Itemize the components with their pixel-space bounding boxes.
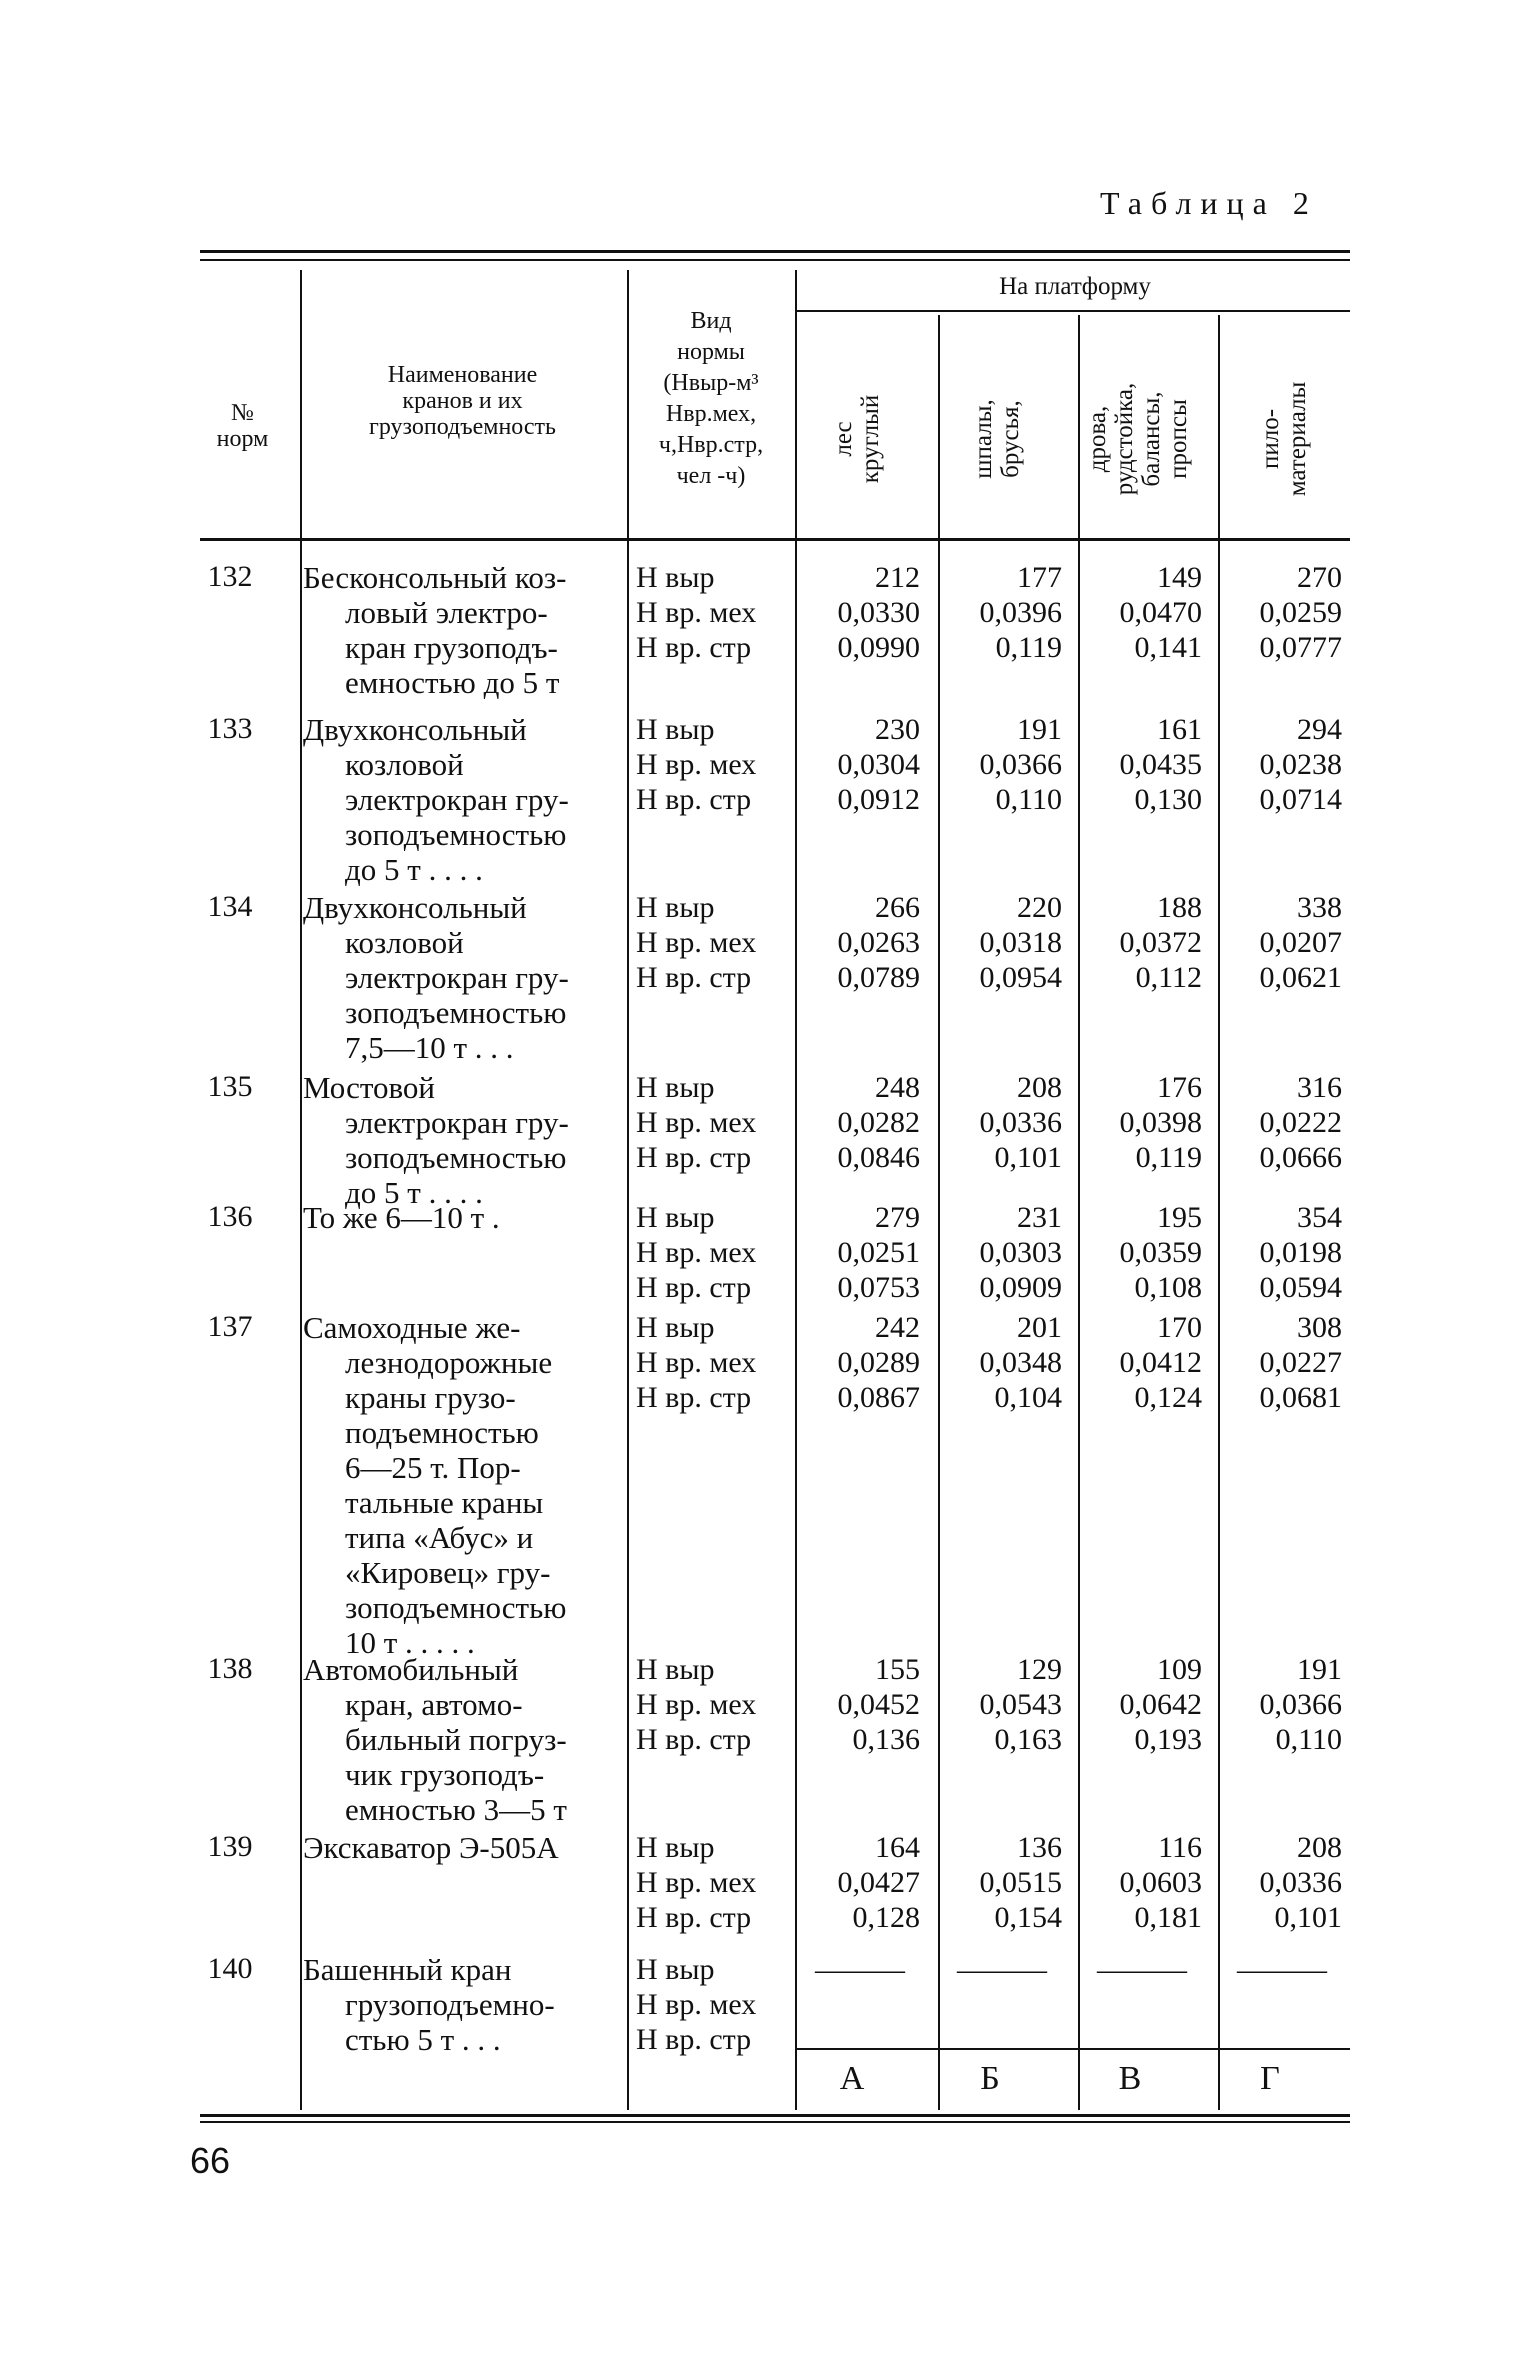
row-name-line: ловый электро- bbox=[345, 595, 548, 630]
top-rule-2 bbox=[200, 259, 1350, 261]
value: 0,0912 bbox=[837, 783, 920, 816]
norm-kind-label: Н выр bbox=[636, 891, 715, 924]
norm-kind-label: Н вр. стр bbox=[636, 631, 752, 664]
value: — bbox=[1297, 1953, 1327, 1986]
row-number: 139 bbox=[207, 1830, 253, 1863]
row-name-line: емностью до 5 т bbox=[345, 665, 560, 700]
norm-kind-label: Н вр. мех bbox=[636, 1106, 757, 1139]
value: 195 bbox=[1157, 1201, 1202, 1234]
row-norm-kinds bbox=[636, 1310, 756, 1415]
row-norm-kinds bbox=[636, 1830, 756, 1935]
row-value-cell bbox=[942, 560, 1062, 665]
row-value-cell bbox=[1222, 1830, 1342, 1935]
norm-kind-label: Н вр. стр bbox=[636, 1723, 752, 1756]
row-number: 132 bbox=[207, 560, 253, 593]
page-number: 66 bbox=[190, 2140, 231, 2181]
value: 0,0372 bbox=[1119, 926, 1202, 959]
value: — bbox=[1267, 1953, 1297, 1986]
value: 0,0452 bbox=[837, 1688, 920, 1721]
value: 0,119 bbox=[1135, 1141, 1202, 1174]
row-name bbox=[303, 890, 625, 1065]
row-name-line: чик грузоподъ- bbox=[345, 1757, 545, 1792]
row-name-line: бильный погруз- bbox=[345, 1722, 567, 1757]
row-name-line: 6—25 т. Пор- bbox=[345, 1450, 521, 1485]
value: — bbox=[875, 1953, 905, 1986]
value: 170 bbox=[1157, 1311, 1202, 1344]
value: 294 bbox=[1297, 713, 1342, 746]
row-name-line: Бесконсольный коз- bbox=[303, 560, 567, 595]
row-name-line: 10 т . . . . . bbox=[345, 1625, 475, 1660]
value: 0,124 bbox=[1134, 1381, 1202, 1414]
value: — bbox=[1157, 1953, 1187, 1986]
value: 191 bbox=[1017, 713, 1062, 746]
value: 0,101 bbox=[1274, 1901, 1342, 1934]
header-col-b: шпалы, брусья, bbox=[970, 399, 1024, 479]
value: 0,0348 bbox=[979, 1346, 1062, 1379]
value: 0,0259 bbox=[1259, 596, 1342, 629]
row-name-line: типа «Абус» и bbox=[345, 1520, 534, 1555]
row-number: 134 bbox=[207, 890, 253, 923]
row-name-line: до 5 т . . . . bbox=[345, 1175, 483, 1210]
norm-kind-label: Н выр bbox=[636, 713, 715, 746]
value: 0,193 bbox=[1134, 1723, 1202, 1756]
row-value-cell bbox=[1222, 1652, 1342, 1757]
header-col-v: дрова, рудстойка, балансы, пропсы bbox=[1084, 382, 1192, 496]
row-name-line: Двухконсольный bbox=[303, 712, 527, 747]
value: 149 bbox=[1157, 561, 1202, 594]
norm-kind-label: Н выр bbox=[636, 1831, 715, 1864]
row-value-cell bbox=[1222, 1200, 1342, 1305]
value: 0,0846 bbox=[837, 1141, 920, 1174]
value: 0,0263 bbox=[837, 926, 920, 959]
row-value-cell bbox=[1082, 712, 1202, 817]
value: 0,101 bbox=[994, 1141, 1062, 1174]
row-value-cell bbox=[800, 560, 920, 665]
row-name-line: Экскаватор Э-505А bbox=[303, 1830, 559, 1865]
value: 0,108 bbox=[1134, 1271, 1202, 1304]
value: 0,0954 bbox=[979, 961, 1062, 994]
value: 0,0396 bbox=[979, 596, 1062, 629]
value: 0,0666 bbox=[1259, 1141, 1342, 1174]
value: — bbox=[1097, 1953, 1127, 1986]
value: 0,104 bbox=[994, 1381, 1062, 1414]
divider-col-a bbox=[938, 315, 940, 2110]
norm-kind-label: Н выр bbox=[636, 1071, 715, 1104]
value: 0,0282 bbox=[837, 1106, 920, 1139]
row-norm-kinds bbox=[636, 712, 756, 817]
row-value-cell bbox=[942, 890, 1062, 995]
norm-kind-label: Н вр. мех bbox=[636, 1688, 757, 1721]
value: 0,0714 bbox=[1259, 783, 1342, 816]
letters-rule bbox=[796, 2048, 1350, 2050]
value: 0,0330 bbox=[837, 596, 920, 629]
row-name bbox=[303, 1200, 625, 1235]
value: 0,0303 bbox=[979, 1236, 1062, 1269]
norm-kind-label: Н вр. стр bbox=[636, 1901, 752, 1934]
row-name-line: краны грузо- bbox=[345, 1380, 516, 1415]
row-name-line: Мостовой bbox=[303, 1070, 435, 1105]
value: 0,0990 bbox=[837, 631, 920, 664]
row-name-line: зоподъемностью bbox=[345, 1140, 567, 1175]
footer-letter-v: В bbox=[1118, 2060, 1142, 2097]
value: 0,0318 bbox=[979, 926, 1062, 959]
table-caption: Таблица 2 bbox=[1100, 185, 1318, 221]
value: 116 bbox=[1158, 1831, 1202, 1864]
divider-kind bbox=[795, 270, 797, 2110]
value: 0,0412 bbox=[1119, 1346, 1202, 1379]
row-name-line: электрокран гру- bbox=[345, 1105, 569, 1140]
row-value-cell bbox=[1222, 1310, 1342, 1415]
value: 0,0515 bbox=[979, 1866, 1062, 1899]
divider-col-v bbox=[1218, 315, 1220, 2110]
row-value-cell bbox=[800, 1070, 920, 1175]
row-name-line: зоподъемностью bbox=[345, 995, 567, 1030]
row-name-line: емностью 3—5 т bbox=[345, 1792, 567, 1827]
header-col-a: лес круглый bbox=[830, 394, 884, 484]
value: 0,110 bbox=[995, 783, 1062, 816]
row-norm-kinds bbox=[636, 560, 756, 665]
norm-kind-label: Н вр. стр bbox=[636, 1271, 752, 1304]
value: 0,130 bbox=[1134, 783, 1202, 816]
value: 0,0366 bbox=[1259, 1688, 1342, 1721]
value: 0,0867 bbox=[837, 1381, 920, 1414]
footer-letter-g: Г bbox=[1260, 2060, 1280, 2097]
value: 0,0777 bbox=[1259, 631, 1342, 664]
row-norm-kinds bbox=[636, 1070, 756, 1175]
norm-kind-label: Н вр. мех bbox=[636, 596, 757, 629]
value: 0,0427 bbox=[837, 1866, 920, 1899]
footer-letter-b: Б bbox=[980, 2060, 1000, 2097]
value: 0,0909 bbox=[979, 1271, 1062, 1304]
row-norm-kinds bbox=[636, 890, 756, 995]
norm-kind-label: Н вр. мех bbox=[636, 1988, 757, 2021]
value: 0,0435 bbox=[1119, 748, 1202, 781]
value: 129 bbox=[1017, 1653, 1062, 1686]
value: 0,154 bbox=[994, 1901, 1062, 1934]
row-value-cell bbox=[1222, 712, 1342, 817]
row-name-line: 7,5—10 т . . . bbox=[345, 1030, 514, 1065]
value: 188 bbox=[1157, 891, 1202, 924]
norm-kind-label: Н выр bbox=[636, 1653, 715, 1686]
value: 242 bbox=[875, 1311, 920, 1344]
header-group: На платформу bbox=[999, 273, 1151, 300]
value: 230 bbox=[875, 713, 920, 746]
row-value-cell bbox=[1082, 1200, 1202, 1305]
value: 308 bbox=[1297, 1311, 1342, 1344]
row-value-cell bbox=[800, 1952, 920, 1987]
value: 161 bbox=[1157, 713, 1202, 746]
norm-kind-label: Н вр. мех bbox=[636, 1866, 757, 1899]
value: 279 bbox=[875, 1201, 920, 1234]
row-value-cell bbox=[1222, 1952, 1342, 1987]
row-name-line: кран грузоподъ- bbox=[345, 630, 558, 665]
norm-kind-label: Н вр. стр bbox=[636, 961, 752, 994]
value: 176 bbox=[1157, 1071, 1202, 1104]
norm-kind-label: Н вр. стр bbox=[636, 2023, 752, 2056]
row-name-line: Самоходные же- bbox=[303, 1310, 521, 1345]
value: 201 bbox=[1017, 1311, 1062, 1344]
row-value-cell bbox=[1082, 1652, 1202, 1757]
footer-letter-a: А bbox=[839, 2060, 865, 2097]
row-name-line: кран, автомо- bbox=[345, 1687, 523, 1722]
row-number: 140 bbox=[207, 1952, 253, 1985]
value: 220 bbox=[1017, 891, 1062, 924]
value: — bbox=[987, 1953, 1017, 1986]
value: 0,136 bbox=[852, 1723, 920, 1756]
row-name bbox=[303, 1830, 625, 1865]
norm-kind-label: Н вр. стр bbox=[636, 1381, 752, 1414]
value: 109 bbox=[1157, 1653, 1202, 1686]
row-name bbox=[303, 712, 625, 887]
row-value-cell bbox=[942, 1652, 1062, 1757]
value: 0,0289 bbox=[837, 1346, 920, 1379]
row-value-cell bbox=[942, 1200, 1062, 1305]
row-value-cell bbox=[1082, 1952, 1202, 1987]
row-value-cell bbox=[800, 890, 920, 995]
row-value-cell bbox=[1082, 560, 1202, 665]
value: 0,0336 bbox=[979, 1106, 1062, 1139]
norm-kind-label: Н вр. стр bbox=[636, 1141, 752, 1174]
row-name-line: тальные краны bbox=[345, 1485, 544, 1520]
value: 0,0621 bbox=[1259, 961, 1342, 994]
value: 0,0198 bbox=[1259, 1236, 1342, 1269]
value: — bbox=[1237, 1953, 1267, 1986]
row-name-line: подъемностью bbox=[345, 1415, 539, 1450]
bottom-rule bbox=[200, 2114, 1350, 2117]
value: 155 bbox=[875, 1653, 920, 1686]
value: 354 bbox=[1297, 1201, 1342, 1234]
row-value-cell bbox=[942, 1070, 1062, 1175]
norm-kind-label: Н вр. мех bbox=[636, 1236, 757, 1269]
norm-kind-label: Н выр bbox=[636, 1201, 715, 1234]
row-name-line: зоподъемностью bbox=[345, 1590, 567, 1625]
value: 164 bbox=[875, 1831, 920, 1864]
row-norm-kinds bbox=[636, 1200, 756, 1305]
value: 270 bbox=[1297, 561, 1342, 594]
row-name-line: зоподъемностью bbox=[345, 817, 567, 852]
value: 208 bbox=[1297, 1831, 1342, 1864]
row-name-line: Двухконсольный bbox=[303, 890, 527, 925]
top-rule bbox=[200, 250, 1350, 253]
row-name bbox=[303, 1652, 625, 1827]
value: 0,0359 bbox=[1119, 1236, 1202, 1269]
row-name-line: Автомобильный bbox=[303, 1652, 519, 1687]
value: 0,119 bbox=[995, 631, 1062, 664]
value: 177 bbox=[1017, 561, 1062, 594]
value: 0,181 bbox=[1134, 1901, 1202, 1934]
row-norm-kinds bbox=[636, 1652, 756, 1757]
row-name-line: «Кировец» гру- bbox=[345, 1555, 551, 1590]
norm-kind-label: Н вр. стр bbox=[636, 783, 752, 816]
row-name bbox=[303, 560, 625, 700]
divider-name bbox=[627, 270, 629, 2110]
row-value-cell bbox=[1222, 890, 1342, 995]
value: 0,0304 bbox=[837, 748, 920, 781]
divider-num bbox=[300, 270, 302, 2110]
value: 136 bbox=[1017, 1831, 1062, 1864]
value: 0,0594 bbox=[1259, 1271, 1342, 1304]
value: 0,0603 bbox=[1119, 1866, 1202, 1899]
row-name-line: Башенный кран bbox=[303, 1952, 512, 1987]
row-value-cell bbox=[942, 712, 1062, 817]
row-number: 136 bbox=[207, 1200, 253, 1233]
row-name bbox=[303, 1070, 625, 1210]
row-value-cell bbox=[800, 712, 920, 817]
row-name-line: стью 5 т . . . bbox=[345, 2022, 501, 2057]
value: 0,112 bbox=[1135, 961, 1202, 994]
value: 248 bbox=[875, 1071, 920, 1104]
row-value-cell bbox=[800, 1652, 920, 1757]
row-name-line: электрокран гру- bbox=[345, 782, 569, 817]
row-value-cell bbox=[1082, 1310, 1202, 1415]
value: 0,0207 bbox=[1259, 926, 1342, 959]
value: 0,0238 bbox=[1259, 748, 1342, 781]
value: 0,0681 bbox=[1259, 1381, 1342, 1414]
norm-kind-label: Н вр. мех bbox=[636, 926, 757, 959]
norm-kind-label: Н выр bbox=[636, 561, 715, 594]
header-col-g: пило- материалы bbox=[1257, 381, 1311, 497]
value: 191 bbox=[1297, 1653, 1342, 1686]
norm-kind-label: Н выр bbox=[636, 1953, 715, 1986]
value: 0,141 bbox=[1134, 631, 1202, 664]
value: 0,0222 bbox=[1259, 1106, 1342, 1139]
norm-kind-label: Н вр. мех bbox=[636, 748, 757, 781]
row-name-line: козловой bbox=[345, 747, 464, 782]
value: 0,0366 bbox=[979, 748, 1062, 781]
value: 0,0753 bbox=[837, 1271, 920, 1304]
row-name-line: лезнодорожные bbox=[345, 1345, 553, 1380]
value: — bbox=[815, 1953, 845, 1986]
row-name-line: до 5 т . . . . bbox=[345, 852, 483, 887]
row-value-cell bbox=[942, 1310, 1062, 1415]
header-num: № норм bbox=[216, 400, 269, 452]
row-value-cell bbox=[800, 1200, 920, 1305]
row-value-cell bbox=[1082, 1070, 1202, 1175]
value: 0,0642 bbox=[1119, 1688, 1202, 1721]
value: 0,0336 bbox=[1259, 1866, 1342, 1899]
row-number: 135 bbox=[207, 1070, 253, 1103]
row-name-line: То же 6—10 т . bbox=[303, 1200, 500, 1235]
row-value-cell bbox=[1082, 1830, 1202, 1935]
row-number: 133 bbox=[207, 712, 253, 745]
value: 0,0470 bbox=[1119, 596, 1202, 629]
value: 208 bbox=[1017, 1071, 1062, 1104]
value: 0,0227 bbox=[1259, 1346, 1342, 1379]
row-name bbox=[303, 1952, 625, 2057]
row-value-cell bbox=[1082, 890, 1202, 995]
row-value-cell bbox=[942, 1830, 1062, 1935]
value: 0,0543 bbox=[979, 1688, 1062, 1721]
row-value-cell bbox=[800, 1830, 920, 1935]
header-name: Наименование кранов и их грузоподъемность bbox=[368, 362, 556, 440]
value: — bbox=[957, 1953, 987, 1986]
value: — bbox=[1017, 1953, 1047, 1986]
divider-col-b bbox=[1078, 315, 1080, 2110]
row-value-cell bbox=[942, 1952, 1062, 1987]
value: 0,163 bbox=[994, 1723, 1062, 1756]
value: 0,0251 bbox=[837, 1236, 920, 1269]
header-kind: Вид нормы (Нвыр-м³ Нвр.мех, ч,Нвр.стр, чел -ч) bbox=[658, 308, 764, 489]
row-name bbox=[303, 1310, 625, 1660]
value: — bbox=[1127, 1953, 1157, 1986]
row-value-cell bbox=[1222, 1070, 1342, 1175]
value: 0,0789 bbox=[837, 961, 920, 994]
value: 0,128 bbox=[852, 1901, 920, 1934]
value: 0,0398 bbox=[1119, 1106, 1202, 1139]
row-name-line: грузоподъемно- bbox=[345, 1987, 555, 2022]
value: — bbox=[845, 1953, 875, 1986]
row-number: 137 bbox=[207, 1310, 253, 1343]
norm-kind-label: Н вр. мех bbox=[636, 1346, 757, 1379]
row-name-line: электрокран гру- bbox=[345, 960, 569, 995]
value: 231 bbox=[1017, 1201, 1062, 1234]
value: 316 bbox=[1297, 1071, 1342, 1104]
row-value-cell bbox=[800, 1310, 920, 1415]
row-norm-kinds bbox=[636, 1952, 756, 2057]
value: 212 bbox=[875, 561, 920, 594]
bottom-rule-2 bbox=[200, 2121, 1350, 2123]
row-value-cell bbox=[1222, 560, 1342, 665]
norm-kind-label: Н выр bbox=[636, 1311, 715, 1344]
group-rule bbox=[796, 310, 1350, 312]
header-bottom-rule bbox=[200, 538, 1350, 541]
row-name-line: козловой bbox=[345, 925, 464, 960]
value: 338 bbox=[1297, 891, 1342, 924]
row-number: 138 bbox=[207, 1652, 253, 1685]
value: 266 bbox=[875, 891, 920, 924]
value: 0,110 bbox=[1275, 1723, 1342, 1756]
